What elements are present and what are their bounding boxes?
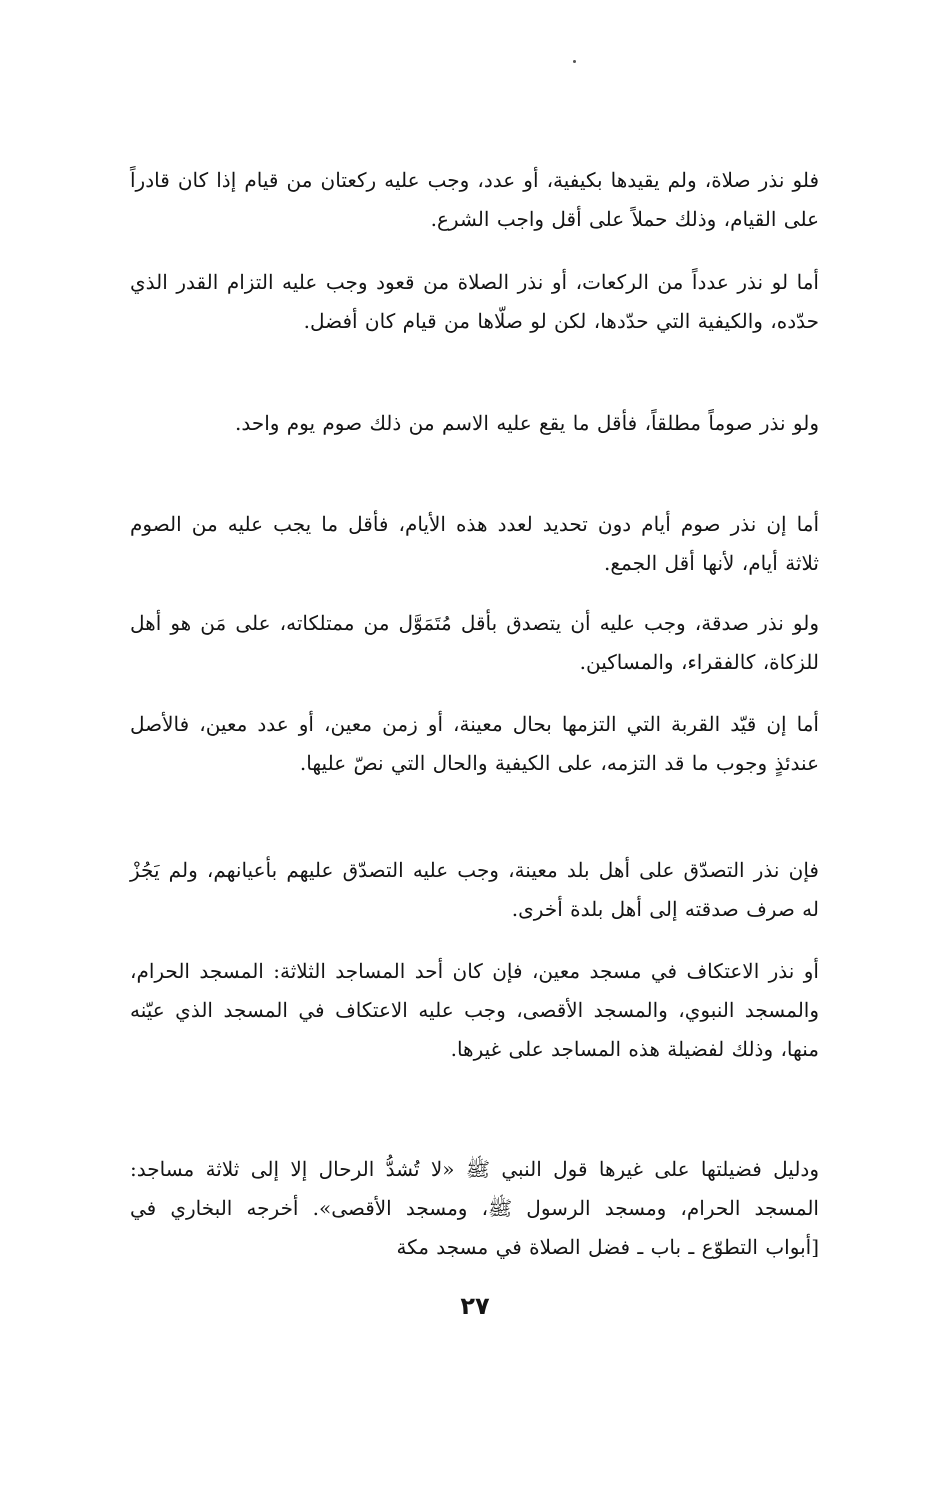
- paragraph-evidence-hadith: ودليل فضيلتها على غيرها قول النبي ﷺ «لا تُشدُّ الرحال إلا إلى ثلاثة مساجد: المسجد الحرام، ومسجد الرسول ﷺ، ومسجد الأقصى». أخرجه البخاري في [أبواب التطوّع ـ باب ـ فضل الصلاة في مسجد مكة: [130, 1157, 819, 1259]
- paragraph-vow-rakaat: أما لو نذر عدداً من الركعات، أو نذر الصلاة من قعود وجب عليه التزام القدر الذي حدّده، والكيفية التي حدّدها، لكن لو صلّاها من قيام كان أفضل.: [130, 270, 819, 333]
- page-mark: [573, 60, 576, 63]
- paragraph-vow-charity: ولو نذر صدقة، وجب عليه أن يتصدق بأقل مُتَمَوَّل من ممتلكاته، على مَن هو أهل للزكاة، كالفقراء، والمساكين.: [130, 611, 819, 674]
- paragraph-vow-city-charity: فإن نذر التصدّق على أهل بلد معينة، وجب عليه التصدّق عليهم بأعيانهم، ولم يَجُزْ له صرف صدقته إلى أهل بلدة أخرى.: [130, 858, 819, 921]
- paragraph-vow-itikaf: أو نذر الاعتكاف في مسجد معين، فإن كان أحد المساجد الثلاثة: المسجد الحرام، والمسجد النبوي، والمسجد الأقصى، وجب عليه الاعتكاف في المسجد الذي عيّنه منها، وذلك لفضيلة هذه المساجد على غيرها.: [130, 959, 819, 1061]
- paragraph-vow-prayer: فلو نذر صلاة، ولم يقيدها بكيفية، أو عدد، وجب عليه ركعتان من قيام إذا كان قادراً على القيام، وذلك حملاً على أقل واجب الشرع.: [130, 168, 819, 231]
- paragraph-vow-fast-days: أما إن نذر صوم أيام دون تحديد لعدد هذه الأيام، فأقل ما يجب عليه من الصوم ثلاثة أيام، لأنها أقل الجمع.: [130, 512, 819, 575]
- paragraph-vow-fast: ولو نذر صوماً مطلقاً، فأقل ما يقع عليه الاسم من ذلك صوم يوم واحد.: [234, 411, 819, 435]
- page-number: ٢٧: [460, 1292, 490, 1320]
- paragraph-restricted-vow: أما إن قيّد القربة التي التزمها بحال معينة، أو زمن معين، أو عدد معين، فالأصل عندئذٍ وجوب ما قد التزمه، على الكيفية والحال التي نصّ عليها.: [130, 712, 819, 775]
